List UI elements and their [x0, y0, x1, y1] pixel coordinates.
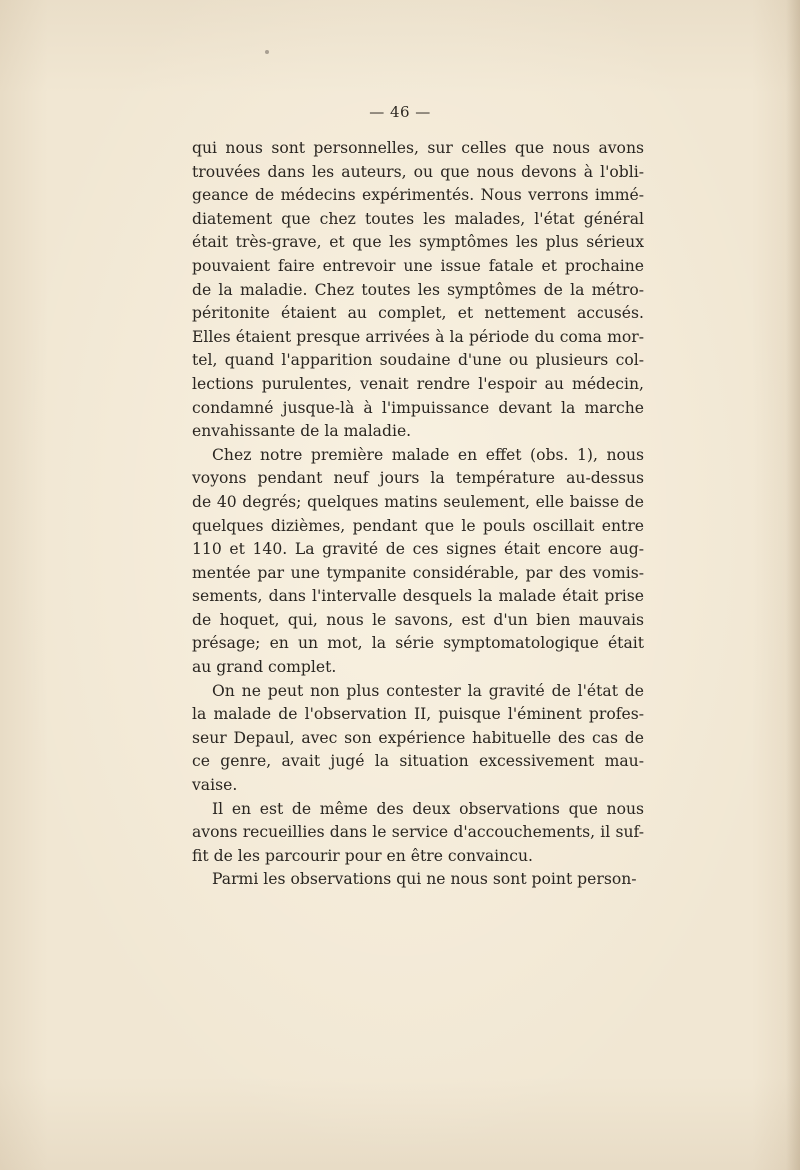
text-line: voyons pendant neuf jours la température au-dessus — [192, 469, 644, 488]
text-line: de 40 degrés; quelques matins seulement, elle baisse de — [192, 492, 644, 511]
text-line: de la maladie. Chez toutes les symptômes de la métro- — [192, 280, 644, 299]
text-line: Elles étaient presque arrivées à la période du coma mor- — [192, 327, 644, 346]
text-line: péritonite étaient au complet, et nettement accusés. — [192, 304, 644, 323]
text-line: avons recueillies dans le service d'accouchements, il suf- — [192, 823, 644, 842]
text-line: sements, dans l'intervalle desquels la malade était prise — [192, 587, 644, 606]
text-line: seur Depaul, avec son expérience habituelle des cas de — [192, 728, 644, 747]
text-line: qui nous sont personnelles, sur celles que nous avons — [192, 139, 644, 157]
text-line: 110 et 140. La gravité de ces signes était encore aug- — [192, 540, 644, 559]
text-line: quelques dizièmes, pendant que le pouls oscillait entre — [192, 516, 644, 535]
page-edge-shadow — [786, 0, 800, 1170]
body-text — [192, 137, 644, 892]
text-line: de hoquet, qui, nous le savons, est d'un bien mauvais — [192, 610, 644, 629]
text-line: condamné jusque-là à l'impuissance devant la marche — [192, 398, 644, 417]
text-line: lections purulentes, venait rendre l'espoir au médecin, — [192, 374, 644, 393]
page-number: — 46 — — [369, 103, 431, 121]
text-line: présage; en un mot, la série symptomatologique était — [192, 634, 644, 653]
text-line: la malade de l'observation II, puisque l'éminent profes- — [192, 705, 644, 724]
text-line: Il en est de même des deux observations que nous — [212, 799, 644, 818]
text-line: était très-grave, et que les symptômes les plus sérieux — [192, 233, 644, 252]
text-line: trouvées dans les auteurs, ou que nous devons à l'obli- — [192, 162, 644, 181]
text-line: pouvaient faire entrevoir une issue fatale et prochaine — [192, 256, 644, 275]
text-line: Chez notre première malade en effet (obs. 1), nous — [212, 445, 644, 464]
text-line: tel, quand l'apparition soudaine d'une ou plusieurs col- — [192, 351, 644, 370]
text-line: diatement que chez toutes les malades, l'état général — [192, 209, 644, 228]
text-line: envahissante de la maladie. — [192, 422, 412, 441]
text-line: ce genre, avait jugé la situation excessivement mau- — [192, 752, 644, 771]
text-line: fit de les parcourir pour en être convaincu. — [192, 846, 533, 865]
text-line: geance de médecins expérimentés. Nous verrons immé- — [192, 186, 644, 205]
text-line: Parmi les observations qui ne nous sont point person- — [212, 870, 637, 889]
text-line: mentée par une tympanite considérable, par des vomis- — [192, 563, 644, 582]
ink-speck — [265, 50, 269, 54]
text-line: vaise. — [192, 776, 238, 795]
text-line: au grand complet. — [192, 658, 337, 677]
text-line: On ne peut non plus contester la gravité de l'état de — [212, 681, 644, 700]
